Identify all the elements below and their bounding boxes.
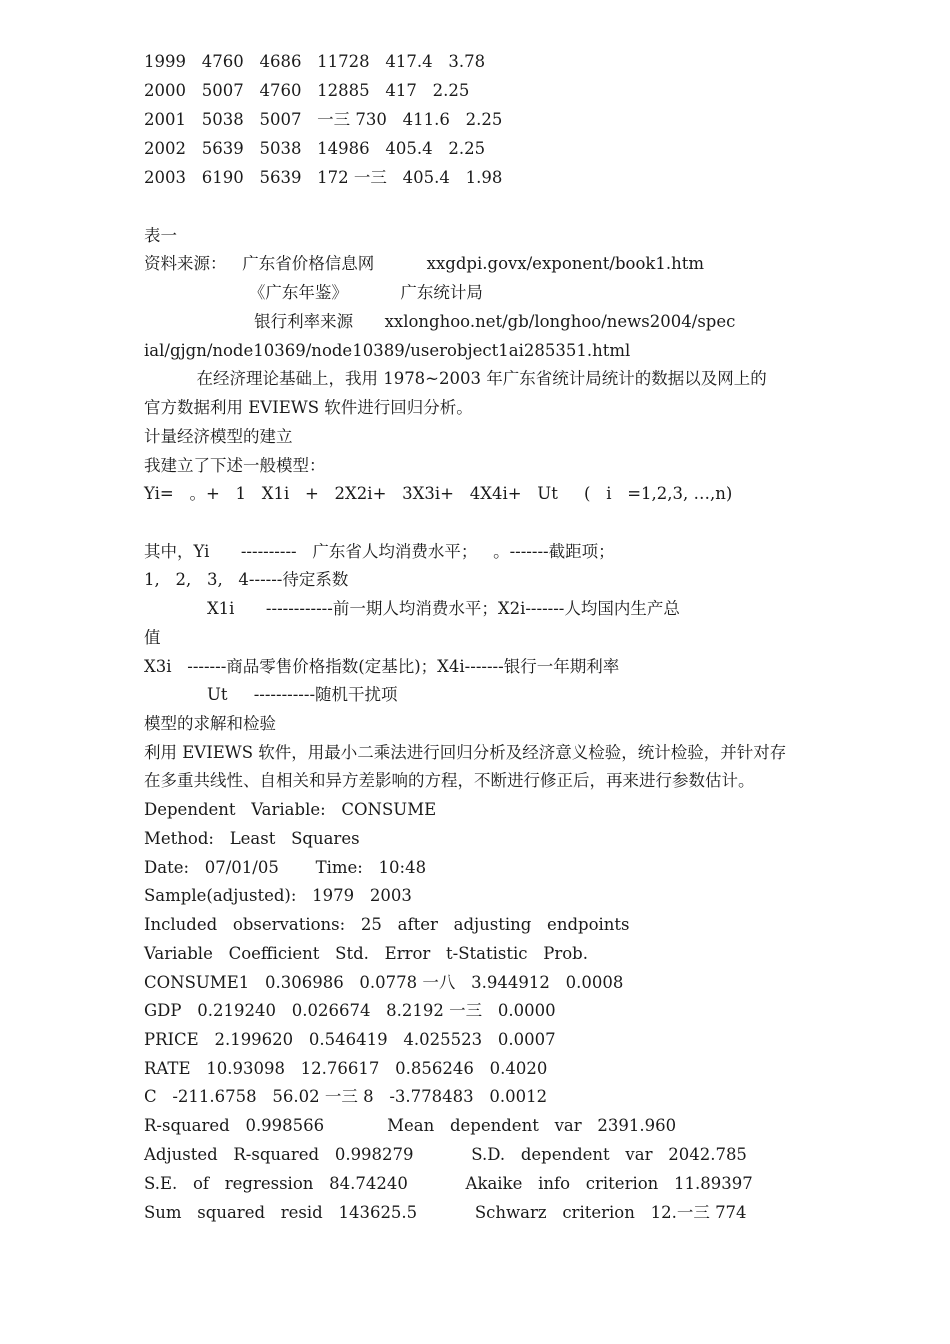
eviews-output-line: Date: 07/01/05 Time: 10:48 [144,858,427,877]
definition-line: 值 [144,628,161,647]
intro-paragraph-line: 在经济理论基础上，我用 1978~2003 年广东省统计局统计的数据以及网上的 [144,369,767,388]
definition-line: 1, 2, 3, 4------待定系数 [144,570,349,589]
source-line: 银行利率来源 xxlonghoo.net/gb/longhoo/news2004/spec [144,312,736,331]
eviews-output-line: CONSUME1 0.306986 0.0778 一八 3.944912 0.0008 [144,973,624,992]
eviews-output-line: C -211.6758 56.02 一三 8 -3.778483 0.0012 [144,1087,548,1106]
definition-line: 其中，Yi ---------- 广东省人均消费水平； 。-------截距项； [144,542,615,561]
eviews-output-line: GDP 0.219240 0.026674 8.2192 一三 0.0000 [144,1001,556,1020]
eviews-output-line: S.E. of regression 84.74240 Akaike info criterion 11.89397 [144,1174,753,1193]
eviews-output-line: Sample(adjusted): 1979 2003 [144,886,412,905]
model-intro: 我建立了下述一般模型： [144,456,326,475]
definition-line: Ut -----------随机干扰项 [144,685,398,704]
source-line: 《广东年鉴》 广东统计局 [144,283,483,302]
solve-paragraph-line: 在多重共线性、自相关和异方差影响的方程，不断进行修正后，再来进行参数估计。 [144,771,755,790]
eviews-output-line: Dependent Variable: CONSUME [144,800,437,819]
table-row: 2001 5038 5007 一三 730 411.6 2.25 [144,110,503,129]
source-line: 资料来源： 广东省价格信息网 xxgdpi.govx/exponent/book1.htm [144,254,705,273]
eviews-output-line: PRICE 2.199620 0.546419 4.025523 0.0007 [144,1030,556,1049]
intro-paragraph-line: 官方数据利用 EVIEWS 软件进行回归分析。 [144,398,473,417]
eviews-output-line: R-squared 0.998566 Mean dependent var 2391.960 [144,1116,677,1135]
section-heading-solve: 模型的求解和检验 [144,714,276,733]
eviews-output-line: Method: Least Squares [144,829,360,848]
source-line: ial/gjgn/node10369/node10389/userobject1ai285351.html [144,341,631,360]
definition-line: X1i ------------前一期人均消费水平；X2i-------人均国内生产总 [144,599,680,618]
model-equation: Yi= 。+ 1 X1i + 2X2i+ 3X3i+ 4X4i+ Ut ( i =1,2,3, …,n) [144,484,733,503]
table-row: 2000 5007 4760 12885 417 2.25 [144,81,470,100]
table-row: 2003 6190 5639 172 一三 405.4 1.98 [144,168,503,187]
eviews-output-line: Sum squared resid 143625.5 Schwarz criterion 12.一三 774 [144,1203,747,1222]
table-row: 2002 5639 5038 14986 405.4 2.25 [144,139,486,158]
section-heading-model: 计量经济模型的建立 [144,427,293,446]
table-caption: 表一 [144,226,177,245]
solve-paragraph-line: 利用 EVIEWS 软件，用最小二乘法进行回归分析及经济意义检验，统计检验，并针对存 [144,743,787,762]
eviews-output-line: Adjusted R-squared 0.998279 S.D. dependent var 2042.785 [144,1145,747,1164]
table-row: 1999 4760 4686 11728 417.4 3.78 [144,52,486,71]
eviews-output-line: Variable Coefficient Std. Error t-Statistic Prob. [144,944,588,963]
definition-line: X3i -------商品零售价格指数(定基比)；X4i-------银行一年期利率 [144,657,620,676]
eviews-output-line: RATE 10.93098 12.76617 0.856246 0.4020 [144,1059,548,1078]
eviews-output-line: Included observations: 25 after adjusting endpoints [144,915,630,934]
